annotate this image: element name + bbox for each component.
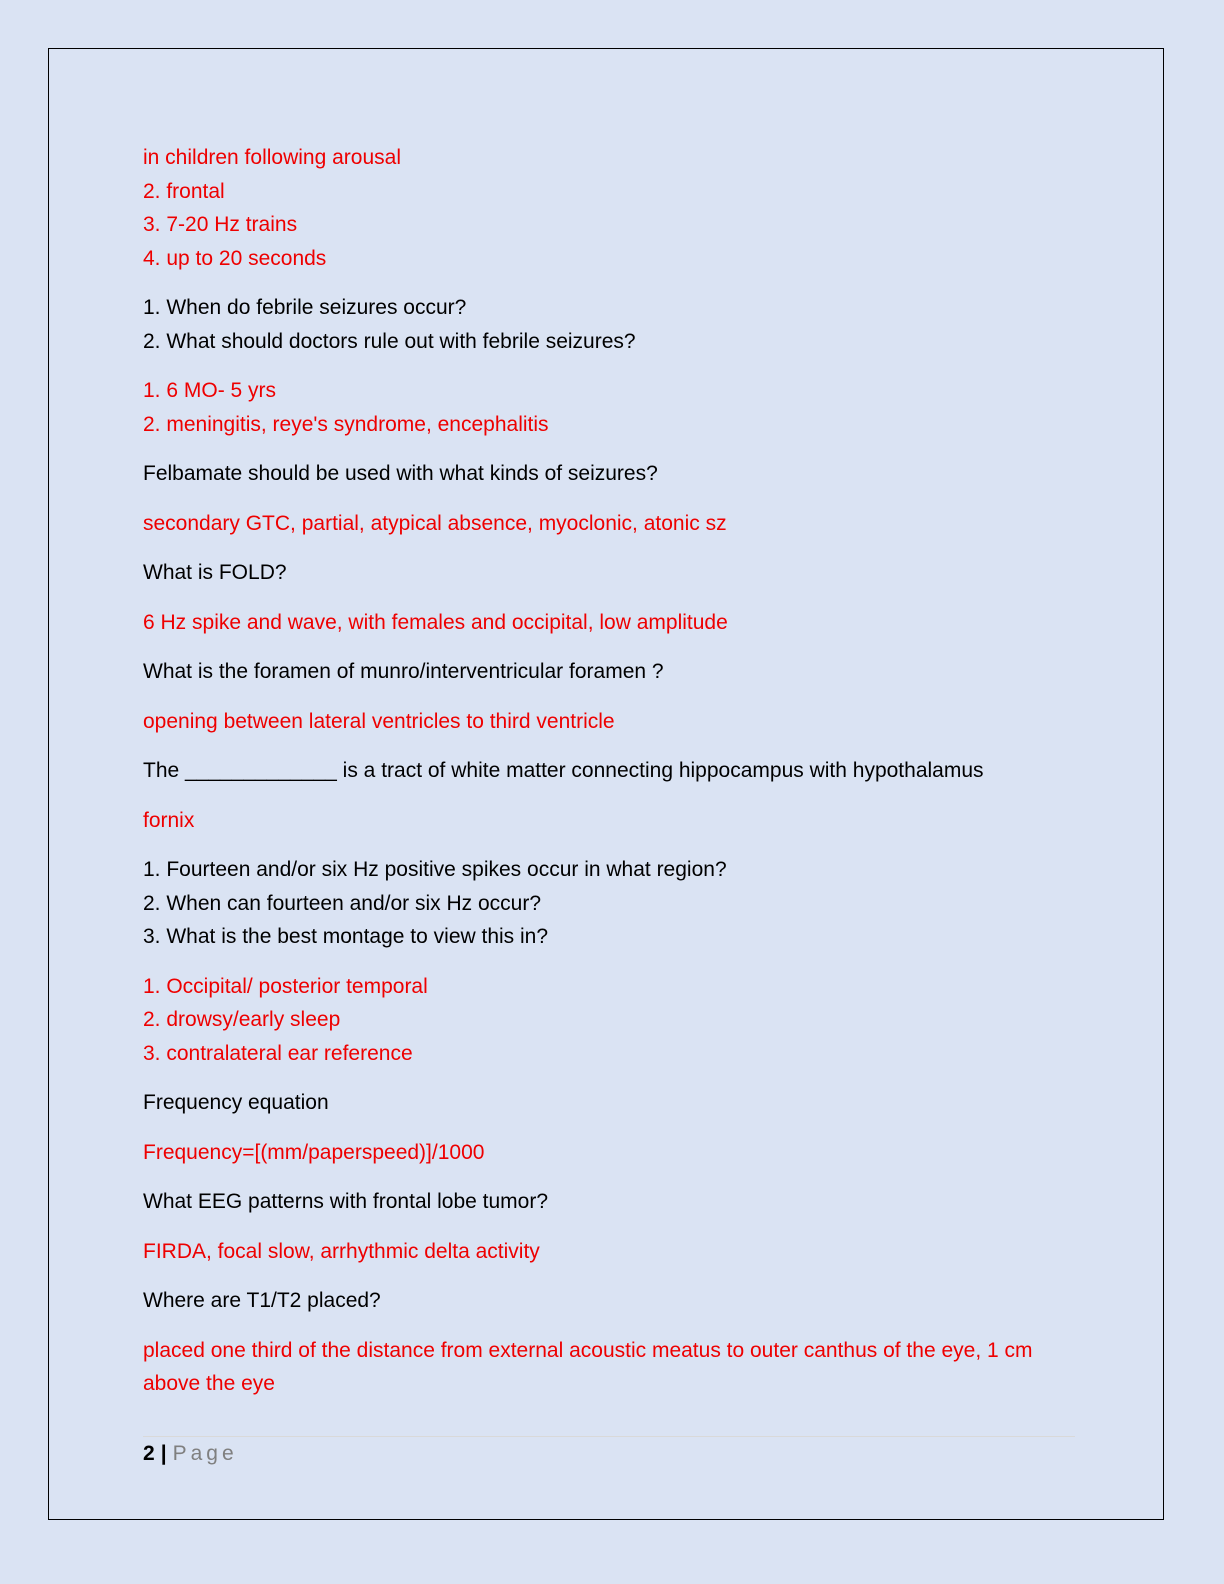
question-line: The _____________ is a tract of white matter connecting hippocampus with hypothalamus bbox=[143, 759, 984, 782]
answer-line: fornix bbox=[143, 808, 195, 832]
question-block bbox=[143, 1284, 1078, 1318]
page-label: Page bbox=[172, 1442, 238, 1465]
question-line: 3. What is the best montage to view this in? bbox=[143, 925, 549, 948]
question-line: Where are T1/T2 placed? bbox=[143, 1289, 381, 1312]
answer-line: 1. Occipital/ posterior temporal bbox=[143, 974, 428, 998]
answer-block bbox=[143, 606, 1078, 640]
question-block bbox=[143, 1185, 1078, 1219]
question-block bbox=[143, 655, 1078, 689]
answer-line: 2. meningitis, reye's syndrome, encephalitis bbox=[143, 412, 549, 436]
answer-line: 2. frontal bbox=[143, 179, 225, 203]
question-block bbox=[143, 1086, 1078, 1120]
answer-line: placed one third of the distance from external acoustic meatus to outer canthus of the eye, 1 cm above the eye bbox=[143, 1338, 1033, 1395]
page-number: 2 bbox=[143, 1442, 155, 1465]
answer-line: 4. up to 20 seconds bbox=[143, 246, 327, 270]
question-line: Frequency equation bbox=[143, 1091, 329, 1114]
answer-block bbox=[143, 705, 1078, 739]
footer-rule bbox=[143, 1436, 1075, 1437]
answer-line: 6 Hz spike and wave, with females and occipital, low amplitude bbox=[143, 610, 728, 634]
question-line: 1. Fourteen and/or six Hz positive spikes occur in what region? bbox=[143, 858, 727, 881]
footer-separator: | bbox=[160, 1442, 167, 1465]
question-line: What EEG patterns with frontal lobe tumor? bbox=[143, 1190, 549, 1213]
answer-line: in children following arousal bbox=[143, 146, 401, 169]
answer-line: 2. drowsy/early sleep bbox=[143, 1008, 341, 1031]
question-line: 2. When can fourteen and/or six Hz occur? bbox=[143, 891, 542, 915]
answer-block bbox=[143, 1334, 1078, 1401]
page-footer bbox=[143, 1440, 238, 1468]
document-body bbox=[143, 141, 1078, 1417]
answer-line: 3. 7-20 Hz trains bbox=[143, 213, 298, 236]
answer-block bbox=[143, 374, 1078, 441]
answer-block bbox=[143, 507, 1078, 541]
answer-block bbox=[143, 1136, 1078, 1170]
answer-line: opening between lateral ventricles to third ventricle bbox=[143, 709, 615, 733]
answer-block bbox=[143, 804, 1078, 838]
question-line: Felbamate should be used with what kinds of seizures? bbox=[143, 462, 658, 485]
question-block bbox=[143, 754, 1078, 788]
question-block bbox=[143, 853, 1078, 954]
question-line: What is FOLD? bbox=[143, 561, 287, 584]
question-line: 2. What should doctors rule out with febrile seizures? bbox=[143, 329, 636, 353]
answer-block bbox=[143, 141, 1078, 275]
answer-line: FIRDA, focal slow, arrhythmic delta activity bbox=[143, 1239, 540, 1263]
question-block bbox=[143, 291, 1078, 358]
question-block bbox=[143, 556, 1078, 590]
answer-line: 1. 6 MO- 5 yrs bbox=[143, 379, 277, 402]
answer-line: 3. contralateral ear reference bbox=[143, 1041, 413, 1065]
answer-block bbox=[143, 970, 1078, 1071]
answer-line: Frequency=[(mm/paperspeed)]/1000 bbox=[143, 1140, 485, 1164]
question-line: 1. When do febrile seizures occur? bbox=[143, 296, 467, 319]
question-line: What is the foramen of munro/interventricular foramen ? bbox=[143, 660, 664, 683]
answer-block bbox=[143, 1235, 1078, 1269]
question-block bbox=[143, 457, 1078, 491]
answer-line: secondary GTC, partial, atypical absence, myoclonic, atonic sz bbox=[143, 511, 727, 535]
